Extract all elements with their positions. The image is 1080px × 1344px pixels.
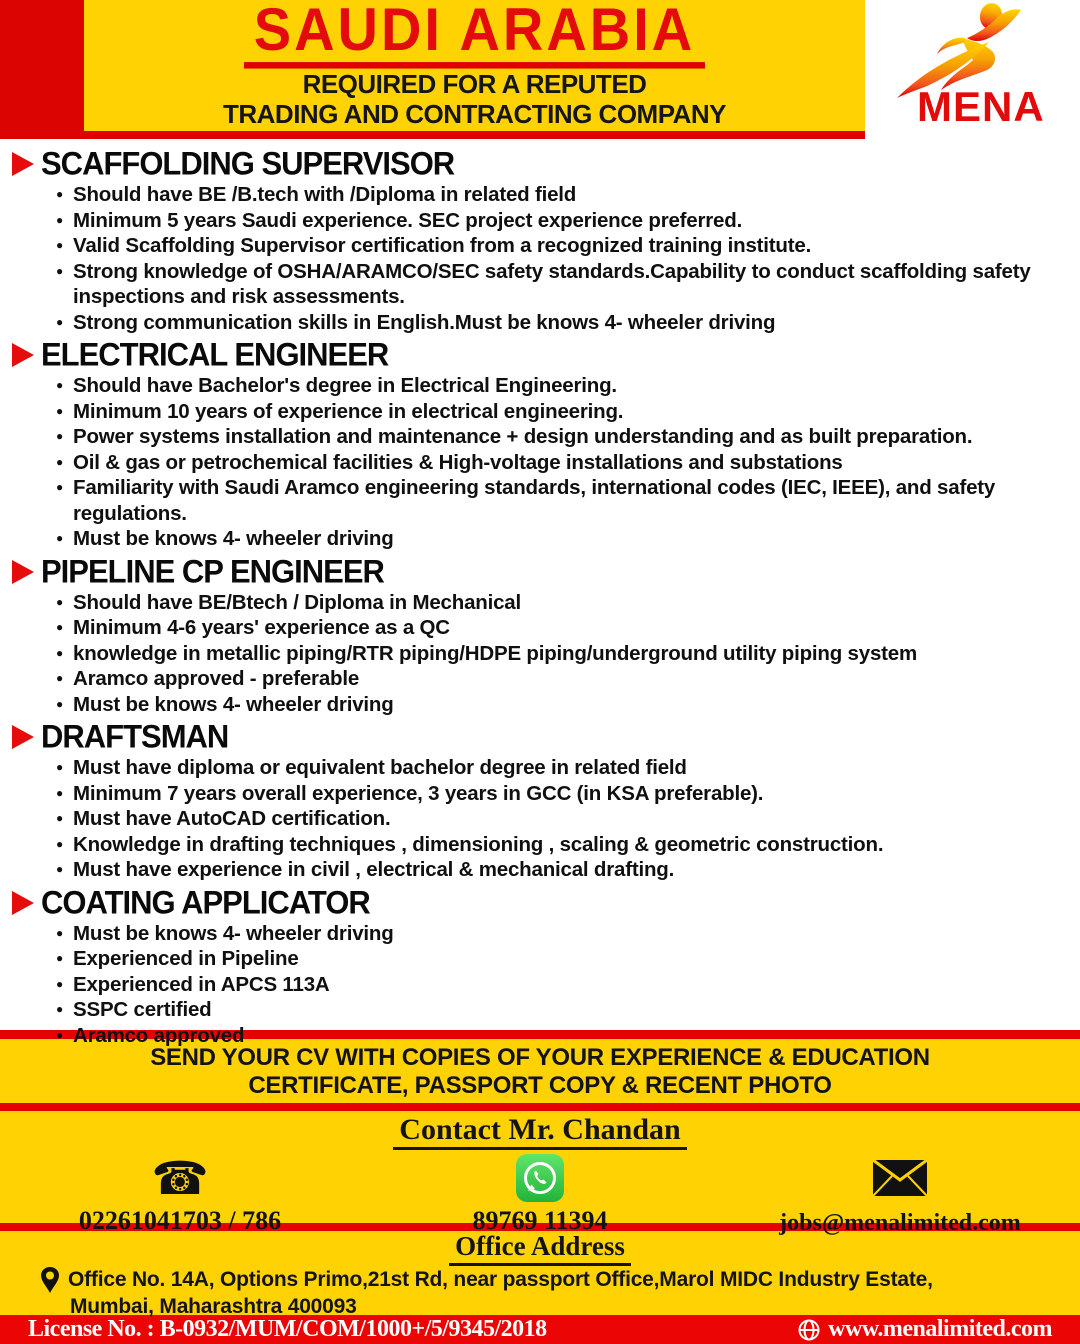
phone-number: 02261041703 / 786	[78, 1206, 282, 1235]
license-number: License No. : B-0932/MUM/COM/1000+/5/9345/2018	[28, 1316, 547, 1342]
poster-title: SAUDI ARABIA	[244, 0, 705, 69]
requirement-item: ● Valid Scaffolding Supervisor certification from a recognized training institute.	[56, 233, 1070, 259]
poster-subtitle-line2: TRADING AND CONTRACTING COMPANY	[222, 99, 727, 129]
requirement-item: ● Knowledge in drafting techniques , dimensioning , scaling & geometric construction.	[56, 832, 1070, 858]
globe-icon	[798, 1319, 820, 1341]
section-heading-scaffolding-supervisor	[12, 144, 1070, 183]
job-title: DRAFTSMAN	[41, 717, 229, 756]
requirement-item: ● Experienced in APCS 113A	[56, 972, 1070, 998]
section-arrow-icon	[12, 560, 34, 584]
requirement-item: ● Must have diploma or equivalent bachelor degree in related field	[56, 755, 1070, 781]
requirement-item: ● Must be knows 4- wheeler driving	[56, 692, 1070, 718]
section-heading-draftsman	[12, 717, 1070, 756]
section-heading-coating-applicator	[12, 883, 1070, 921]
requirement-item: ● Strong communication skills in English.Must be knows 4- wheeler driving	[56, 310, 1070, 336]
job-requirements-list	[12, 755, 1070, 883]
requirement-item: ● Aramco approved	[56, 1023, 1070, 1049]
job-listings	[0, 140, 1080, 1047]
header-red-strip	[0, 0, 84, 139]
office-address-section	[0, 1231, 1080, 1318]
company-logo	[865, 0, 1080, 140]
email-address: jobs@menalimited.com	[779, 1210, 1021, 1236]
requirement-item: ● Minimum 10 years of experience in electrical engineering.	[56, 399, 1070, 425]
requirement-item: ● Minimum 4-6 years' experience as a QC	[56, 615, 1070, 641]
contact-heading: Contact Mr. Chandan	[393, 1113, 686, 1150]
contact-whatsapp-block	[360, 1152, 720, 1237]
website-url: www.menalimited.com	[828, 1316, 1052, 1342]
cv-banner-line2: CERTIFICATE, PASSPORT COPY & RECENT PHOTO	[248, 1072, 832, 1099]
header	[0, 0, 1080, 140]
requirement-item: ● Must be knows 4- wheeler driving	[56, 921, 1070, 947]
job-title: ELECTRICAL ENGINEER	[41, 335, 389, 374]
whatsapp-icon	[515, 1153, 565, 1203]
requirement-item: ● Strong knowledge of OSHA/ARAMCO/SEC safety standards.Capability to conduct scaffolding safety inspections and risk assessments.	[56, 259, 1070, 310]
section-arrow-icon	[12, 725, 34, 749]
contact-section	[0, 1111, 1080, 1236]
job-requirements-list	[12, 590, 1070, 718]
requirement-item: ● Power systems installation and maintenance + design understanding and as built preparation.	[56, 424, 1070, 450]
requirement-item: ● SSPC certified	[56, 997, 1070, 1023]
telephone-icon: ☎	[151, 1151, 209, 1205]
job-requirements-list	[12, 373, 1070, 552]
requirement-item: ● Must have experience in civil , electrical & mechanical drafting.	[56, 857, 1070, 883]
section-arrow-icon	[12, 891, 34, 915]
office-address-line1: Office No. 14A, Options Primo,21st Rd, near passport Office,Marol MIDC Industry Estate,	[68, 1268, 933, 1292]
requirement-item: ● Minimum 7 years overall experience, 3 years in GCC (in KSA preferable).	[56, 781, 1070, 807]
requirement-item: ● Familiarity with Saudi Aramco engineering standards, international codes (IEC, IEEE), and safety regulations.	[56, 475, 1070, 526]
cv-instruction-banner	[0, 1039, 1080, 1103]
header-banner	[84, 0, 865, 139]
requirement-item: ● Must be knows 4- wheeler driving	[56, 526, 1070, 552]
job-title: PIPELINE CP ENGINEER	[41, 552, 384, 590]
requirement-item: ● Must have AutoCAD certification.	[56, 806, 1070, 832]
section-arrow-icon	[12, 343, 34, 367]
contact-email-block	[720, 1152, 1080, 1237]
footer-bar	[0, 1315, 1080, 1344]
mena-logo-text: MENA	[917, 83, 1045, 130]
contact-phone-block	[0, 1152, 360, 1237]
poster-subtitle-line1: REQUIRED FOR A REPUTED	[302, 69, 647, 99]
requirement-item: ● knowledge in metallic piping/RTR piping/HDPE piping/underground utility piping system	[56, 641, 1070, 667]
email-envelope-icon	[872, 1158, 928, 1198]
section-arrow-icon	[12, 152, 34, 176]
requirement-item: ● Minimum 5 years Saudi experience. SEC project experience preferred.	[56, 208, 1070, 234]
red-divider	[0, 1103, 1080, 1111]
office-address-heading: Office Address	[449, 1232, 631, 1266]
job-title: SCAFFOLDING SUPERVISOR	[41, 144, 455, 183]
cv-banner-line1: SEND YOUR CV WITH COPIES OF YOUR EXPERIENCE & EDUCATION	[150, 1044, 930, 1071]
requirement-item: ● Aramco approved - preferable	[56, 666, 1070, 692]
location-pin-icon	[40, 1266, 60, 1294]
job-requirements-list	[12, 182, 1070, 335]
job-title: COATING APPLICATOR	[41, 883, 370, 921]
section-heading-pipeline-cp-engineer	[12, 552, 1070, 590]
section-heading-electrical-engineer	[12, 335, 1070, 374]
requirement-item: ● Oil & gas or petrochemical facilities & High-voltage installations and substations	[56, 450, 1070, 476]
requirement-item: ● Experienced in Pipeline	[56, 946, 1070, 972]
job-requirements-list	[12, 921, 1070, 1049]
requirement-item: ● Should have BE/Btech / Diploma in Mechanical	[56, 590, 1070, 616]
whatsapp-number: 89769 11394	[472, 1206, 608, 1235]
office-address-line2: Mumbai, Maharashtra 400093	[70, 1294, 357, 1318]
requirement-item: ● Should have Bachelor's degree in Electrical Engineering.	[56, 373, 1070, 399]
requirement-item: ● Should have BE /B.tech with /Diploma in related field	[56, 182, 1070, 208]
